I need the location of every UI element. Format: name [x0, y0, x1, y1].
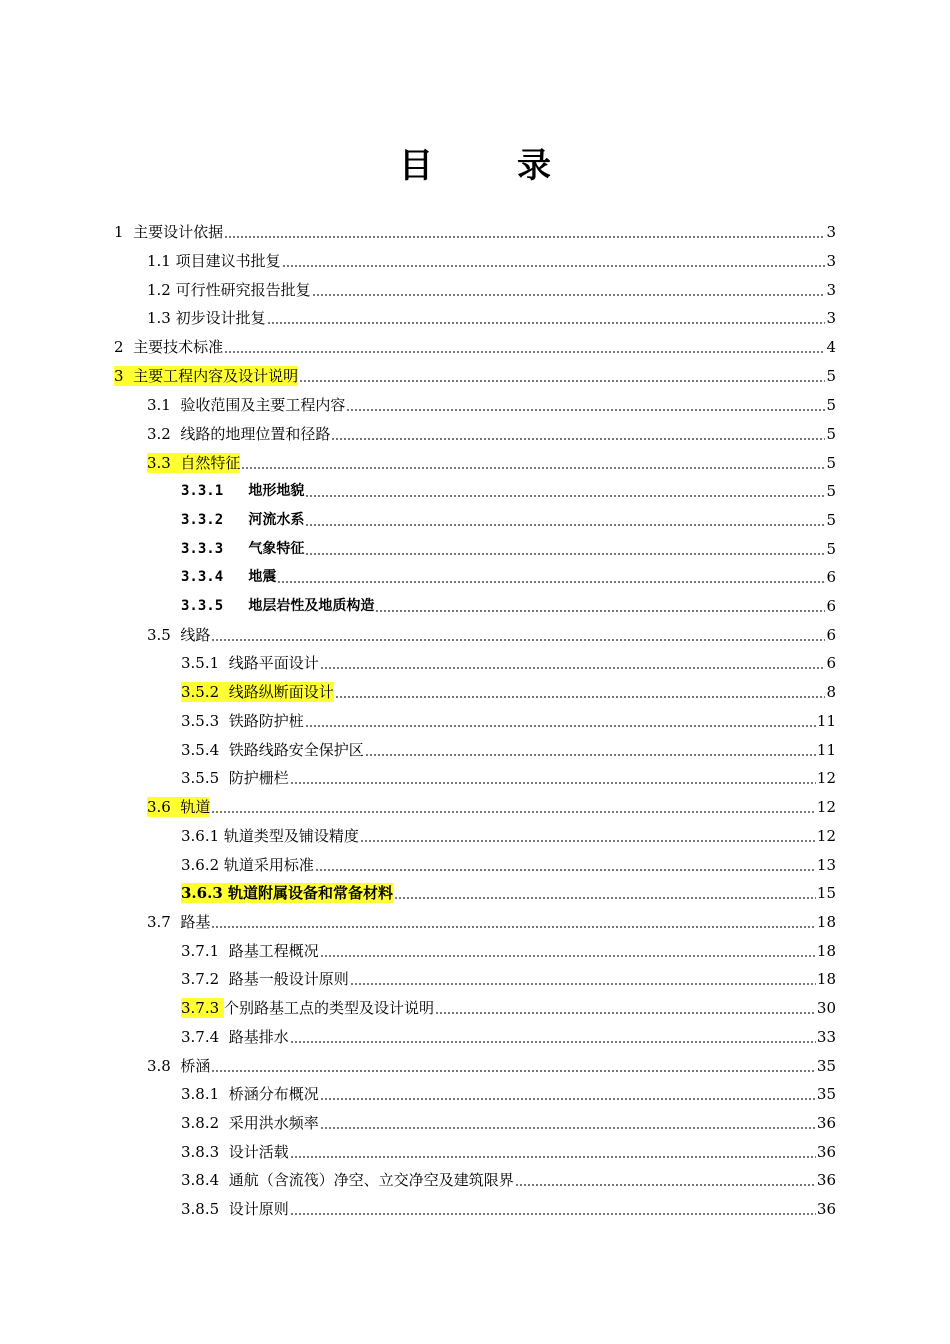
- toc-entry[interactable]: 3.5.4 铁路线路安全保护区 11: [181, 741, 836, 759]
- page-title: [0, 138, 950, 187]
- toc-entry[interactable]: 3.1 验收范围及主要工程内容 5: [147, 396, 836, 414]
- toc-entry[interactable]: 3.8.3 设计活载 36: [181, 1143, 836, 1161]
- toc-entry[interactable]: 3.6.2 轨道采用标准 13: [181, 856, 836, 874]
- toc-entry[interactable]: 3.5.5 防护栅栏 12: [181, 769, 836, 787]
- toc-entry[interactable]: 3.6.3 轨道附属设备和常备材料 15: [181, 884, 836, 902]
- toc-entry[interactable]: 3.6.1 轨道类型及铺设精度 12: [181, 827, 836, 845]
- toc-entry[interactable]: 1.2 可行性研究报告批复 3: [147, 281, 836, 299]
- toc-entry[interactable]: 3.5.3 铁路防护桩 11: [181, 712, 836, 730]
- toc-entry[interactable]: 3.8 桥涵 35: [147, 1057, 836, 1075]
- toc-entry[interactable]: 3.5.2 线路纵断面设计 8: [181, 683, 836, 701]
- toc-entry[interactable]: 3.8.2 采用洪水频率 36: [181, 1114, 836, 1132]
- toc-entry[interactable]: 3.3.3 气象特征 5: [181, 540, 836, 558]
- toc-entry[interactable]: 3.7.1 路基工程概况 18: [181, 942, 836, 960]
- toc-entry[interactable]: 3.7.3 个别路基工点的类型及设计说明 30: [181, 999, 836, 1017]
- toc-entry[interactable]: 3.8.4 通航（含流筏）净空、立交净空及建筑限界 36: [181, 1171, 836, 1189]
- toc-entry[interactable]: 3.7.2 路基一般设计原则 18: [181, 970, 836, 988]
- toc-entry[interactable]: 3.8.1 桥涵分布概况 35: [181, 1085, 836, 1103]
- toc-entry[interactable]: 3.3.4 地震 6: [181, 568, 836, 586]
- toc-entry[interactable]: 3.3 自然特征 5: [147, 454, 836, 472]
- toc-entry[interactable]: 3.2 线路的地理位置和径路 5: [147, 425, 836, 443]
- title-char-2: 录: [517, 146, 551, 186]
- toc-entry[interactable]: 1.3 初步设计批复 3: [147, 309, 836, 327]
- toc-entry[interactable]: 3.5 线路 6: [147, 626, 836, 644]
- toc-entry[interactable]: 3.5.1 线路平面设计 6: [181, 654, 836, 672]
- toc-entry[interactable]: 3.3.2 河流水系 5: [181, 511, 836, 529]
- toc-entry[interactable]: 1 主要设计依据 3: [114, 223, 836, 241]
- toc-entry[interactable]: 3.7.4 路基排水 33: [181, 1028, 836, 1046]
- toc-entry[interactable]: 3.3.5 地层岩性及地质构造 6: [181, 597, 836, 615]
- toc-entry[interactable]: 3.8.5 设计原则 36: [181, 1200, 836, 1218]
- toc-entry[interactable]: 1.1 项目建议书批复 3: [147, 252, 836, 270]
- title-char-1: 目: [399, 146, 433, 186]
- toc-entry[interactable]: 3 主要工程内容及设计说明 5: [114, 367, 836, 385]
- toc-entry[interactable]: 3.7 路基 18: [147, 913, 836, 931]
- toc-entry[interactable]: 3.3.1 地形地貌 5: [181, 482, 836, 500]
- toc-entry[interactable]: 3.6 轨道 12: [147, 798, 836, 816]
- toc-entry[interactable]: 2 主要技术标准 4: [114, 338, 836, 356]
